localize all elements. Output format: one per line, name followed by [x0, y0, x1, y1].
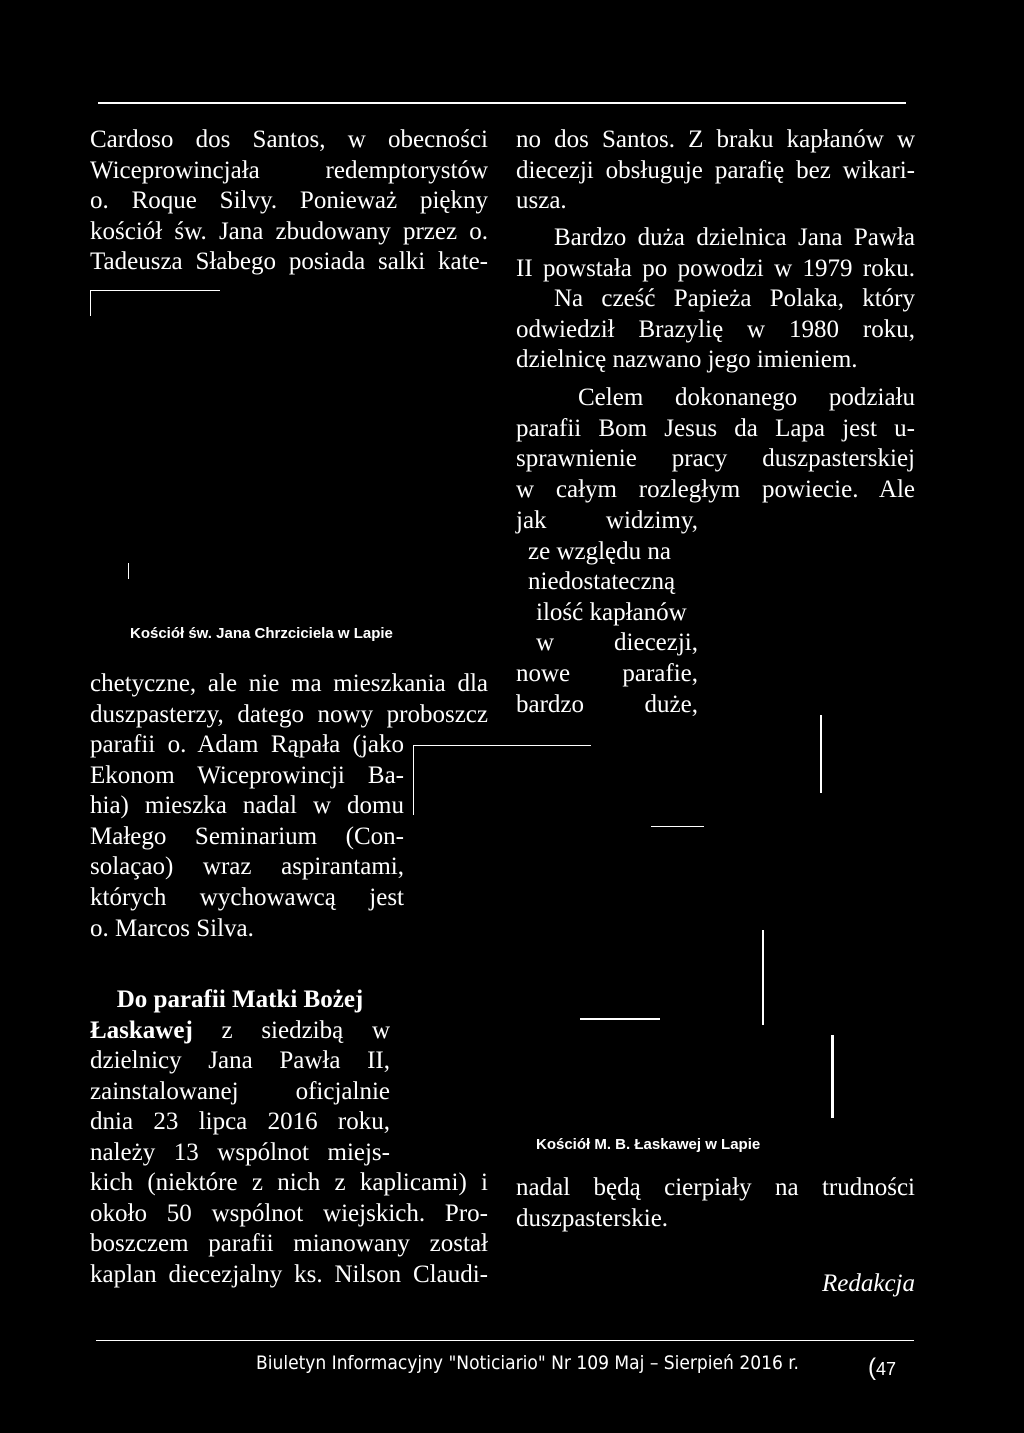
right-paragraph-1: no dos Santos. Z braku kapłanów w diecezji obsługuje parafię bez wikari- usza. — [516, 126, 915, 215]
right-paragraph-2: Bardzo duża dzielnica Jana Pawła II powstała po powodzi w 1979 roku. Na cześć Papieża Polaka, który odwiedził Brazylię w 1980 roku, dzielnicę nazwano jego imieniem. — [516, 224, 915, 374]
footer-rule — [96, 1340, 914, 1341]
left-paragraph-2: chetyczne, ale nie ma mieszkania dla duszpasterzy, datego nowy proboszcz — [90, 670, 488, 728]
image-frame-vert-3 — [762, 930, 764, 1025]
page-bracket-icon: ( — [868, 1354, 876, 1381]
image-caption-left: Kościół św. Jana Chrzciciela w Lapie — [130, 625, 393, 642]
left-paragraph-2b: parafii o. Adam Rąpała (jako Ekonom Wiceprowincji Ba- hia) mieszka nadal w domu Małego Seminarium (Con- solaçao) wraz aspirantami, których wychowawcą jest o. Marcos Silva. — [90, 731, 404, 942]
image-frame-mark — [128, 563, 129, 579]
image-frame-dash-3 — [580, 1018, 660, 1020]
page-number: (47 — [868, 1354, 897, 1381]
footer-text: Biuletyn Informacyjny "Noticiario" Nr 109 Maj – Sierpień 2016 r. — [256, 1352, 799, 1374]
right-paragraph-4: nadal będą cierpiały na trudności duszpasterskie. — [516, 1174, 915, 1232]
left-paragraph-3: Do parafii Matki Bożej Łaskawej z siedzibą w dzielnicy Jana Pawła II, zainstalowanej oficjalnie dnia 23 lipca 2016 roku, należy 13 wspólnot miejs- — [90, 986, 390, 1166]
signature: Redakcja — [821, 1270, 915, 1297]
image-frame-left-2 — [413, 745, 414, 815]
image-frame-right-3 — [831, 1035, 834, 1118]
image-frame-right-2 — [820, 715, 822, 793]
image-frame-mid-2 — [651, 826, 704, 827]
right-paragraph-3-narrow: jak widzimy, ze względu na niedostateczną ilość kapłanów w diecezji, nowe parafie, bardzo duże, — [516, 507, 698, 718]
image-frame-top-2 — [413, 745, 591, 746]
image-frame-left — [90, 290, 91, 316]
top-rule — [98, 102, 906, 104]
image-caption-right: Kościół M. B. Łaskawej w Lapie — [536, 1136, 761, 1153]
right-paragraph-3: Celem dokonanego podziału parafii Bom Jesus da Lapa jest u- sprawnienie pracy duszpasterskiej w całym rozległym powiecie. Ale — [516, 384, 915, 503]
bold-heading: Do parafii Matki Bożej — [116, 986, 364, 1013]
image-frame-top — [90, 290, 220, 291]
left-paragraph-3b: kich (niektóre z nich z kaplicami) i około 50 wspólnot wiejskich. Pro- boszczem parafii mianowany został kaplan diecezjalny ks. Nilson Claudi- — [90, 1169, 488, 1288]
left-paragraph-1: Cardoso dos Santos, w obecności Wiceprowincjała redemptorystów o. Roque Silvy. Ponieważ piękny kościół św. Jana zbudowany przez o. Tadeusza Słabego posiada salki kate- — [90, 126, 488, 276]
